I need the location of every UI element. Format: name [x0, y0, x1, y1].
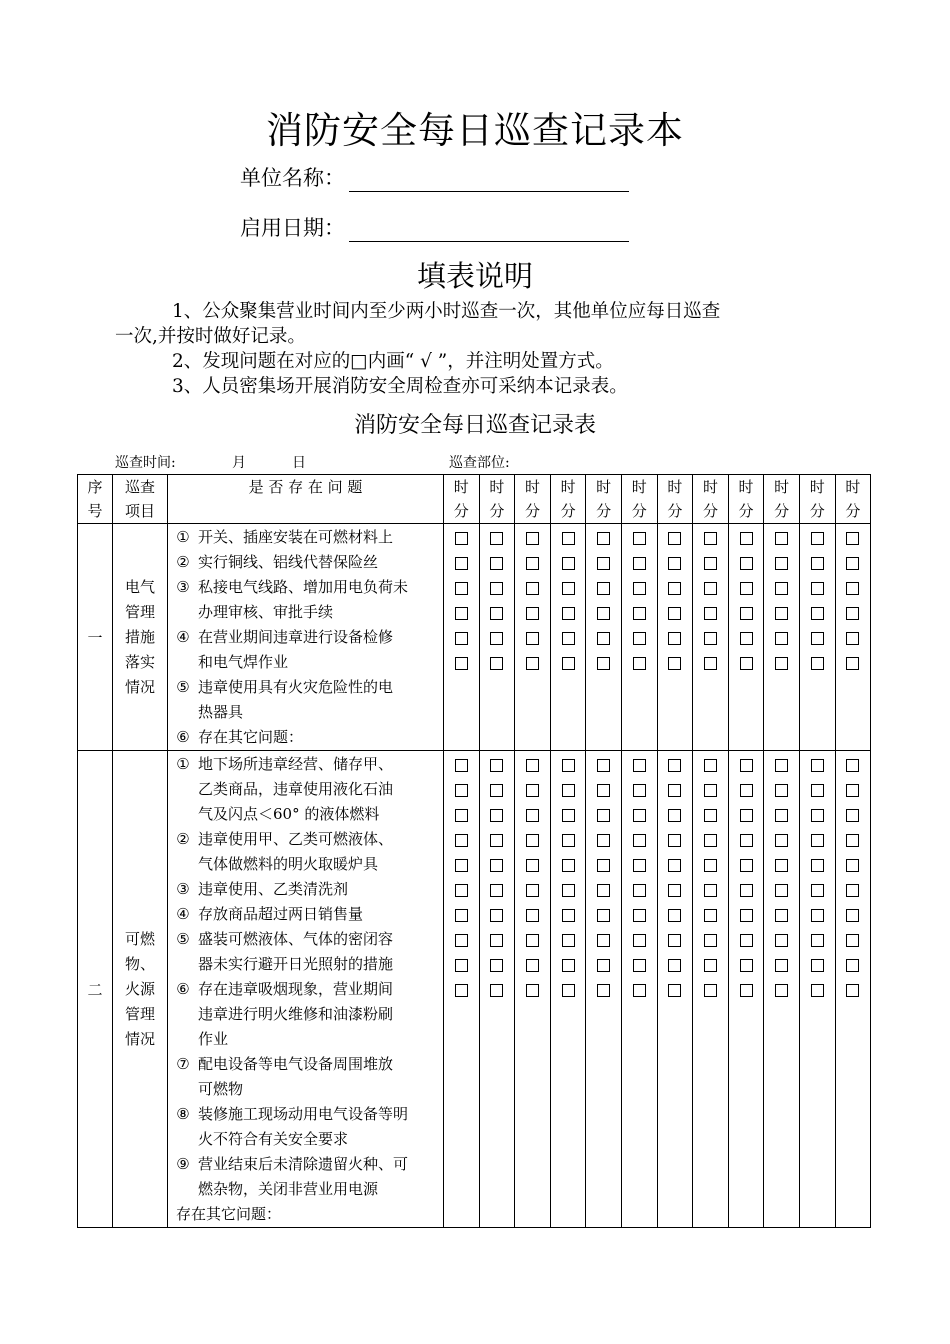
- checkbox[interactable]: [800, 827, 835, 852]
- checkbox[interactable]: [836, 550, 871, 575]
- time-column: [764, 524, 800, 751]
- checkbox[interactable]: [764, 650, 799, 675]
- checkbox[interactable]: [836, 927, 871, 952]
- unit-name-field: [240, 162, 629, 192]
- question-line: 作业: [198, 1030, 229, 1048]
- checkbox[interactable]: [729, 802, 764, 827]
- checkbox[interactable]: [836, 977, 871, 1002]
- checkbox[interactable]: [622, 752, 657, 777]
- checkbox[interactable]: [729, 525, 764, 550]
- section-questions: [168, 751, 444, 1228]
- checkbox[interactable]: [836, 752, 871, 777]
- header-question: 是 否 存 在 问 题: [168, 475, 444, 524]
- checkbox[interactable]: [729, 952, 764, 977]
- inspection-table: [77, 474, 871, 1228]
- question-line: ② 实行铜线、铝线代替保险丝: [176, 553, 379, 571]
- checkbox[interactable]: [551, 852, 586, 877]
- checkbox[interactable]: [515, 902, 550, 927]
- checkbox[interactable]: [693, 550, 728, 575]
- start-date-blank[interactable]: [349, 221, 629, 242]
- start-date-field: [240, 212, 629, 242]
- checkbox[interactable]: [693, 952, 728, 977]
- section-row-combustibles: [78, 751, 871, 1228]
- checkbox[interactable]: [622, 550, 657, 575]
- header-time: 时 分: [657, 475, 693, 524]
- checkbox[interactable]: [729, 625, 764, 650]
- checkbox[interactable]: [480, 877, 515, 902]
- checkbox[interactable]: [586, 525, 621, 550]
- instruction-1a: 1、公众聚集营业时间内至少两小时巡查一次，其他单位应每日巡查: [172, 301, 721, 322]
- checkbox[interactable]: [729, 550, 764, 575]
- checkbox[interactable]: [515, 877, 550, 902]
- question-line: 燃杂物，关闭非营业用电源: [198, 1180, 379, 1198]
- checkbox[interactable]: [515, 625, 550, 650]
- header-time: 时 分: [728, 475, 764, 524]
- checkbox[interactable]: [622, 525, 657, 550]
- instruction-2: 2、发现问题在对应的□内画“ √ ”，并注明处置方式。: [172, 351, 614, 372]
- time-column: [444, 751, 480, 1228]
- time-column: [799, 751, 835, 1228]
- checkbox[interactable]: [586, 927, 621, 952]
- checkbox[interactable]: [836, 575, 871, 600]
- checkbox[interactable]: [729, 777, 764, 802]
- checkbox[interactable]: [444, 625, 479, 650]
- checkbox[interactable]: [800, 802, 835, 827]
- checkbox[interactable]: [693, 650, 728, 675]
- checkbox[interactable]: [444, 827, 479, 852]
- checkbox[interactable]: [480, 650, 515, 675]
- time-column: [479, 751, 515, 1228]
- checkbox[interactable]: [586, 625, 621, 650]
- checkbox[interactable]: [800, 550, 835, 575]
- time-column: [515, 751, 551, 1228]
- checkbox[interactable]: [658, 752, 693, 777]
- question-line: ③ 违章使用、乙类清洗剂: [176, 880, 349, 898]
- checkbox[interactable]: [480, 952, 515, 977]
- time-column: [657, 524, 693, 751]
- checkbox[interactable]: [551, 952, 586, 977]
- checkbox[interactable]: [800, 752, 835, 777]
- checkbox[interactable]: [515, 575, 550, 600]
- time-column: [444, 524, 480, 751]
- checkbox[interactable]: [551, 575, 586, 600]
- checkbox[interactable]: [480, 575, 515, 600]
- checkbox[interactable]: [836, 852, 871, 877]
- checkbox[interactable]: [480, 802, 515, 827]
- question-line: 乙类商品，违章使用液化石油: [198, 780, 394, 798]
- table-header-row: [78, 475, 871, 524]
- checkbox[interactable]: [515, 550, 550, 575]
- question-line: ⑥ 存在其它问题：: [176, 728, 304, 746]
- checkbox[interactable]: [444, 650, 479, 675]
- checkbox[interactable]: [551, 777, 586, 802]
- checkbox[interactable]: [551, 977, 586, 1002]
- checkbox[interactable]: [836, 625, 871, 650]
- checkbox[interactable]: [693, 977, 728, 1002]
- question-line: 办理审核、审批手续: [198, 603, 334, 621]
- checkbox[interactable]: [693, 802, 728, 827]
- checkbox[interactable]: [729, 877, 764, 902]
- checkbox[interactable]: [515, 827, 550, 852]
- checkbox[interactable]: [800, 952, 835, 977]
- instructions-title: 填表说明: [416, 259, 533, 293]
- question-line: ⑧ 装修施工现场动用电气设备等明: [176, 1105, 409, 1123]
- header-time: 时 分: [693, 475, 729, 524]
- checkbox[interactable]: [729, 827, 764, 852]
- checkbox[interactable]: [480, 550, 515, 575]
- time-column: [621, 524, 657, 751]
- checkbox[interactable]: [693, 575, 728, 600]
- checkbox[interactable]: [764, 927, 799, 952]
- checkbox[interactable]: [622, 952, 657, 977]
- checkbox[interactable]: [764, 852, 799, 877]
- checkbox[interactable]: [693, 927, 728, 952]
- checkbox[interactable]: [622, 902, 657, 927]
- checkbox[interactable]: [693, 852, 728, 877]
- section-seq: 一: [78, 524, 113, 751]
- checkbox[interactable]: [480, 827, 515, 852]
- time-column: [586, 751, 622, 1228]
- checkbox[interactable]: [551, 550, 586, 575]
- header-time: 时 分: [550, 475, 586, 524]
- checkbox[interactable]: [658, 777, 693, 802]
- checkbox[interactable]: [586, 802, 621, 827]
- checkbox[interactable]: [515, 802, 550, 827]
- checkbox[interactable]: [444, 550, 479, 575]
- question-line: 违章进行明火维修和油漆粉刷: [198, 1005, 394, 1023]
- question-line: 气及闪点＜60° 的液体燃料: [198, 805, 380, 823]
- patrol-time-label: 巡查时间:: [115, 455, 176, 471]
- checkbox[interactable]: [551, 802, 586, 827]
- checkbox[interactable]: [658, 575, 693, 600]
- document-title: 消防安全每日巡查记录本: [266, 109, 684, 152]
- checkbox[interactable]: [658, 852, 693, 877]
- checkbox[interactable]: [800, 977, 835, 1002]
- checkbox[interactable]: [836, 952, 871, 977]
- checkbox[interactable]: [586, 827, 621, 852]
- checkbox[interactable]: [622, 650, 657, 675]
- time-column: [728, 751, 764, 1228]
- time-column: [799, 524, 835, 751]
- checkbox[interactable]: [800, 877, 835, 902]
- question-line: 器未实行避开日光照射的措施: [198, 955, 394, 973]
- checkbox[interactable]: [586, 575, 621, 600]
- checkbox[interactable]: [693, 625, 728, 650]
- checkbox[interactable]: [836, 802, 871, 827]
- checkbox[interactable]: [586, 777, 621, 802]
- time-column: [550, 524, 586, 751]
- checkbox[interactable]: [658, 650, 693, 675]
- header-time: 时 分: [444, 475, 480, 524]
- checkbox[interactable]: [764, 827, 799, 852]
- question-line: ② 违章使用甲、乙类可燃液体、: [176, 830, 394, 848]
- checkbox[interactable]: [444, 777, 479, 802]
- checkbox[interactable]: [515, 952, 550, 977]
- checkbox[interactable]: [693, 600, 728, 625]
- question-line: 热器具: [198, 703, 244, 721]
- checkbox[interactable]: [551, 525, 586, 550]
- checkbox[interactable]: [693, 525, 728, 550]
- checkbox[interactable]: [764, 902, 799, 927]
- checkbox[interactable]: [480, 625, 515, 650]
- time-column: [835, 751, 871, 1228]
- checkbox[interactable]: [729, 575, 764, 600]
- checkbox[interactable]: [658, 525, 693, 550]
- checkbox[interactable]: [551, 927, 586, 952]
- question-line: 火不符合有关安全要求: [198, 1130, 349, 1148]
- checkbox[interactable]: [658, 927, 693, 952]
- checkbox[interactable]: [551, 752, 586, 777]
- checkbox[interactable]: [729, 852, 764, 877]
- question-line: 和电气焊作业: [198, 653, 289, 671]
- instruction-1b: 一次,并按时做好记录。: [115, 326, 306, 347]
- question-line: ① 地下场所违章经营、储存甲、: [176, 755, 394, 773]
- checkbox[interactable]: [444, 752, 479, 777]
- checkbox[interactable]: [515, 927, 550, 952]
- checkbox[interactable]: [551, 650, 586, 675]
- checkbox[interactable]: [551, 902, 586, 927]
- checkbox[interactable]: [764, 575, 799, 600]
- section-item: 电气 管理 措施 落实 情况: [113, 524, 168, 751]
- question-line: ⑨ 营业结束后未清除遗留火种、可: [176, 1155, 409, 1173]
- day-label: 日: [292, 455, 306, 471]
- header-time: 时 分: [835, 475, 871, 524]
- time-column: [657, 751, 693, 1228]
- checkbox[interactable]: [444, 977, 479, 1002]
- checkbox[interactable]: [800, 902, 835, 927]
- checkbox[interactable]: [622, 977, 657, 1002]
- checkbox[interactable]: [551, 600, 586, 625]
- checkbox[interactable]: [764, 550, 799, 575]
- checkbox[interactable]: [622, 777, 657, 802]
- question-line: 可燃物: [198, 1080, 244, 1098]
- question-line: ③ 私接电气线路、增加用电负荷未: [176, 578, 409, 596]
- checkbox[interactable]: [764, 777, 799, 802]
- month-label: 月: [232, 455, 246, 471]
- checkbox[interactable]: [622, 802, 657, 827]
- checkbox[interactable]: [586, 902, 621, 927]
- other-issues-line: 存在其它问题：: [176, 1205, 282, 1223]
- checkbox[interactable]: [836, 600, 871, 625]
- checkbox[interactable]: [800, 525, 835, 550]
- checkbox[interactable]: [444, 575, 479, 600]
- question-line: ① 开关、插座安装在可燃材料上: [176, 528, 394, 546]
- checkbox[interactable]: [480, 600, 515, 625]
- checkbox[interactable]: [515, 650, 550, 675]
- section-questions: [168, 524, 444, 751]
- question-line: ⑤ 违章使用具有火灾危险性的电: [176, 678, 394, 696]
- checkbox[interactable]: [586, 852, 621, 877]
- checkbox[interactable]: [693, 827, 728, 852]
- checkbox[interactable]: [764, 625, 799, 650]
- unit-name-blank[interactable]: [349, 171, 629, 192]
- checkbox[interactable]: [622, 877, 657, 902]
- checkbox[interactable]: [586, 650, 621, 675]
- checkbox[interactable]: [622, 827, 657, 852]
- checkbox[interactable]: [693, 752, 728, 777]
- checkbox[interactable]: [551, 625, 586, 650]
- checkbox[interactable]: [836, 827, 871, 852]
- time-column: [728, 524, 764, 751]
- patrol-location-label: 巡查部位:: [449, 455, 510, 471]
- start-date-label: 启用日期：: [240, 216, 345, 240]
- checkbox[interactable]: [444, 525, 479, 550]
- checkbox[interactable]: [515, 752, 550, 777]
- checkbox[interactable]: [480, 902, 515, 927]
- checkbox[interactable]: [480, 525, 515, 550]
- question-line: ⑤ 盛装可燃液体、气体的密闭容: [176, 930, 394, 948]
- time-column: [515, 524, 551, 751]
- checkbox[interactable]: [444, 802, 479, 827]
- checkbox[interactable]: [586, 600, 621, 625]
- checkbox[interactable]: [836, 777, 871, 802]
- time-column: [479, 524, 515, 751]
- checkbox[interactable]: [729, 977, 764, 1002]
- checkbox[interactable]: [480, 852, 515, 877]
- time-column: [586, 524, 622, 751]
- checkbox[interactable]: [693, 902, 728, 927]
- unit-name-label: 单位名称：: [240, 166, 345, 190]
- checkbox[interactable]: [729, 650, 764, 675]
- time-column: [693, 751, 729, 1228]
- checkbox[interactable]: [515, 852, 550, 877]
- checkbox[interactable]: [480, 777, 515, 802]
- time-column: [835, 524, 871, 751]
- checkbox[interactable]: [515, 525, 550, 550]
- checkbox[interactable]: [622, 575, 657, 600]
- checkbox[interactable]: [764, 877, 799, 902]
- checkbox[interactable]: [586, 977, 621, 1002]
- checkbox[interactable]: [658, 802, 693, 827]
- checkbox[interactable]: [586, 952, 621, 977]
- question-line: ④ 存放商品超过两日销售量: [176, 905, 364, 923]
- header-time: 时 分: [764, 475, 800, 524]
- checkbox[interactable]: [444, 852, 479, 877]
- checkbox[interactable]: [800, 852, 835, 877]
- checkbox[interactable]: [836, 902, 871, 927]
- header-time: 时 分: [515, 475, 551, 524]
- time-column: [764, 751, 800, 1228]
- checkbox[interactable]: [551, 827, 586, 852]
- checkbox[interactable]: [729, 752, 764, 777]
- time-column: [550, 751, 586, 1228]
- checkbox[interactable]: [480, 927, 515, 952]
- checkbox[interactable]: [836, 650, 871, 675]
- header-time: 时 分: [799, 475, 835, 524]
- checkbox[interactable]: [764, 752, 799, 777]
- section-item: 可燃 物、 火源 管理 情况: [113, 751, 168, 1228]
- checkbox[interactable]: [800, 575, 835, 600]
- question-line: ⑥ 存在违章吸烟现象，营业期间: [176, 980, 394, 998]
- section-row-electrical: [78, 524, 871, 751]
- checkbox[interactable]: [764, 802, 799, 827]
- question-line: 气体做燃料的明火取暖炉具: [198, 855, 379, 873]
- checkbox[interactable]: [658, 600, 693, 625]
- checkbox[interactable]: [729, 600, 764, 625]
- checkbox[interactable]: [658, 827, 693, 852]
- header-seq: 序 号: [78, 475, 113, 524]
- checkbox[interactable]: [586, 877, 621, 902]
- checkbox[interactable]: [800, 625, 835, 650]
- time-column: [621, 751, 657, 1228]
- header-time: 时 分: [479, 475, 515, 524]
- checkbox[interactable]: [444, 952, 479, 977]
- checkbox[interactable]: [480, 752, 515, 777]
- checkbox[interactable]: [444, 600, 479, 625]
- checkbox[interactable]: [622, 600, 657, 625]
- checkbox[interactable]: [480, 977, 515, 1002]
- checkbox[interactable]: [658, 625, 693, 650]
- checkbox[interactable]: [622, 625, 657, 650]
- checkbox[interactable]: [764, 600, 799, 625]
- checkbox[interactable]: [836, 877, 871, 902]
- checkbox[interactable]: [444, 877, 479, 902]
- checkbox[interactable]: [658, 902, 693, 927]
- checkbox[interactable]: [551, 877, 586, 902]
- checkbox[interactable]: [764, 952, 799, 977]
- checkbox[interactable]: [622, 852, 657, 877]
- checkbox[interactable]: [444, 927, 479, 952]
- checkbox[interactable]: [693, 777, 728, 802]
- checkbox[interactable]: [586, 550, 621, 575]
- header-item: 巡查 项目: [113, 475, 168, 524]
- checkbox[interactable]: [764, 977, 799, 1002]
- checkbox[interactable]: [515, 977, 550, 1002]
- question-line: ⑦ 配电设备等电气设备周围堆放: [176, 1055, 394, 1073]
- checkbox[interactable]: [800, 777, 835, 802]
- checkbox[interactable]: [658, 977, 693, 1002]
- checkbox[interactable]: [515, 600, 550, 625]
- checkbox[interactable]: [800, 600, 835, 625]
- time-column: [693, 524, 729, 751]
- checkbox[interactable]: [658, 952, 693, 977]
- header-time: 时 分: [586, 475, 622, 524]
- checkbox[interactable]: [444, 902, 479, 927]
- checkbox[interactable]: [586, 752, 621, 777]
- checkbox[interactable]: [622, 927, 657, 952]
- checkbox[interactable]: [693, 877, 728, 902]
- checkbox[interactable]: [800, 650, 835, 675]
- question-line: ④ 在营业期间违章进行设备检修: [176, 628, 394, 646]
- checkbox[interactable]: [800, 927, 835, 952]
- checkbox[interactable]: [515, 777, 550, 802]
- header-time: 时 分: [621, 475, 657, 524]
- checkbox[interactable]: [658, 877, 693, 902]
- instruction-3: 3、人员密集场开展消防安全周检查亦可采纳本记录表。: [172, 376, 628, 397]
- checkbox[interactable]: [729, 927, 764, 952]
- checkbox[interactable]: [836, 525, 871, 550]
- checkbox[interactable]: [729, 902, 764, 927]
- section-seq: 二: [78, 751, 113, 1228]
- checkbox[interactable]: [658, 550, 693, 575]
- table-title: 消防安全每日巡查记录表: [353, 413, 596, 438]
- checkbox[interactable]: [764, 525, 799, 550]
